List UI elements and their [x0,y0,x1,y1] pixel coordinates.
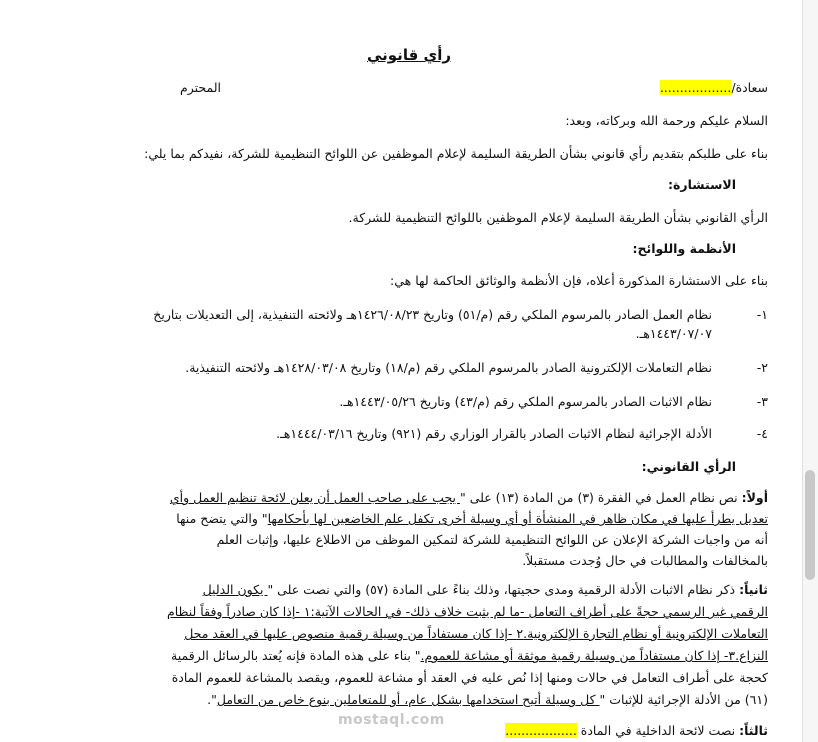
opinion-first-label: أولاً: [741,490,768,505]
vertical-scrollbar[interactable] [802,0,818,742]
opinion-text: " والتي يتضح منها [176,511,268,526]
opinion-heading: الرأي القانوني: [641,459,736,474]
opinion-second-line [207,692,768,708]
watermark: mostaql.com [338,712,445,728]
addressee-placeholder: .................. [659,80,732,95]
opinion-second-line: كحجة على أطراف التعامل في حالات ومنها إذا نُص عليه في العقد أو مشاعة للعموم، ويقصد بالمشاعة للعموم المادة [171,670,768,685]
regulation-number: ٢- [756,360,768,375]
regulation-item-line: نظام العمل الصادر بالمرسوم الملكي رقم (م/٥١) وتاريخ ١٤٢٦/٠٨/٢٣هـ ولائحته التنفيذية، إلى التعديلات بتاريخ [153,307,712,322]
opinion-first-line [176,511,768,527]
addressee-prefix: سعادة/ [731,80,768,95]
document-title: رأي قانوني [366,46,452,64]
addressee-line [660,80,768,96]
opinion-text: نص نظام العمل في الفقرة (٣) من المادة (١٣) على " [459,490,742,505]
regulations-intro: بناء على الاستشارة المذكورة أعلاه، فإن الأنظمة والوثائق الحاكمة لها هي: [390,273,768,288]
greeting: السلام عليكم ورحمة الله وبركاته، وبعد: [565,113,768,128]
opinion-third-label: ثالثاً: [739,723,768,738]
opinion-text: " بناء على هذه المادة فإنه يُعتد بالرسائل الرقمية [171,648,421,663]
regulation-item-line: ١٤٤٣/٠٧/٠٧هـ. [635,326,712,341]
regulation-item-line: الأدلة الإجرائية لنظام الاثبات الصادر بالقرار الوزاري رقم (٩٢١) وتاريخ ١٤٤٤/٠٣/١٦هـ. [276,426,712,441]
opinion-text: ". [207,692,217,707]
opinion-second-label: ثانياً: [739,582,768,597]
opinion-second-line [171,648,768,664]
regulation-number: ٣- [756,394,768,409]
opinion-first-line [170,490,768,506]
opinion-second-line: الرقمي غير الرسمي حجةً على أطراف التعامل -ما لم يثبت خلاف ذلك- في الحالات الآتية:١ -إذا كان صادراً وفقاً لنظام [166,604,768,619]
intro-paragraph: بناء على طلبكم بتقديم رأي قانوني بشأن الطريقة السليمة لإعلام الموظفين عن اللوائح التنظيمية للشركة، نفيدكم بما يلي: [144,146,768,161]
opinion-quote: النزاع.٣- إذا كان مستفاداً من وسيلة رقمية موثقة أو مشاعة للعموم. [420,648,768,663]
opinion-quote: يكون الدليل [202,582,268,597]
opinion-text: (٦١) من الأدلة الإجرائية للإثبات " [599,692,768,707]
opinion-first-line: أنه من واجبات الشركة الإعلان عن اللوائح التنظيمية للشركة لتمكين الموظف من الاطلاع عليها، وإثبات العلم [216,532,768,547]
consultation-heading: الاستشارة: [668,177,736,192]
opinion-third-line [505,723,768,739]
opinion-third-placeholder: .................. [505,723,577,738]
opinion-first-line: بالمخالفات والمطالبات في حال وُجدت مستقبلاً. [522,553,768,568]
opinion-second-line: التعاملات الإلكترونية أو نظام التجارة الإلكترونية.٢ -إذا كان مستفاداً من وسيلة رقمية منصوص عليها في العقد محل [184,626,768,641]
regulation-number: ١- [756,307,768,322]
scrollbar-thumb[interactable] [805,470,815,580]
opinion-quote: تعديل يطرأ عليها في مكان ظاهر في المنشأة أو أي وسيلة أخرى تكفل علم الخاضعين لها بأحكامها [267,511,768,526]
opinion-text: ذكر نظام الاثبات الأدلة الرقمية ومدى حجيتها، وذلك بناءً على المادة (٥٧) والتي نصت على " [267,582,740,597]
opinion-quote: كل وسيلة أتيح استخدامها بشكل عام، أو للمتعاملين بنوع خاص من التعامل [216,692,600,707]
opinion-quote: يجب على صاحب العمل أن يعلن لائحة تنظيم العمل وأي [169,490,460,505]
opinion-second-line [203,582,768,598]
addressee-honorific: المحترم [180,80,221,95]
regulation-item-line: نظام الاثبات الصادر بالمرسوم الملكي رقم (م/٤٣) وتاريخ ١٤٤٣/٠٥/٢٦هـ. [339,394,712,409]
consultation-body: الرأي القانوني بشأن الطريقة السليمة لإعلام الموظفين باللوائح التنظيمية للشركة. [348,210,768,225]
regulation-item-line: نظام التعاملات الإلكترونية الصادر بالمرسوم الملكي رقم (م/١٨) وتاريخ ١٤٢٨/٠٣/٠٨هـ ولائحته التنفيذية. [185,360,712,375]
regulations-heading: الأنظمة واللوائح: [632,241,736,256]
opinion-text: نصت لائحة الداخلية في المادة [576,723,740,738]
regulation-number: ٤- [756,426,768,441]
